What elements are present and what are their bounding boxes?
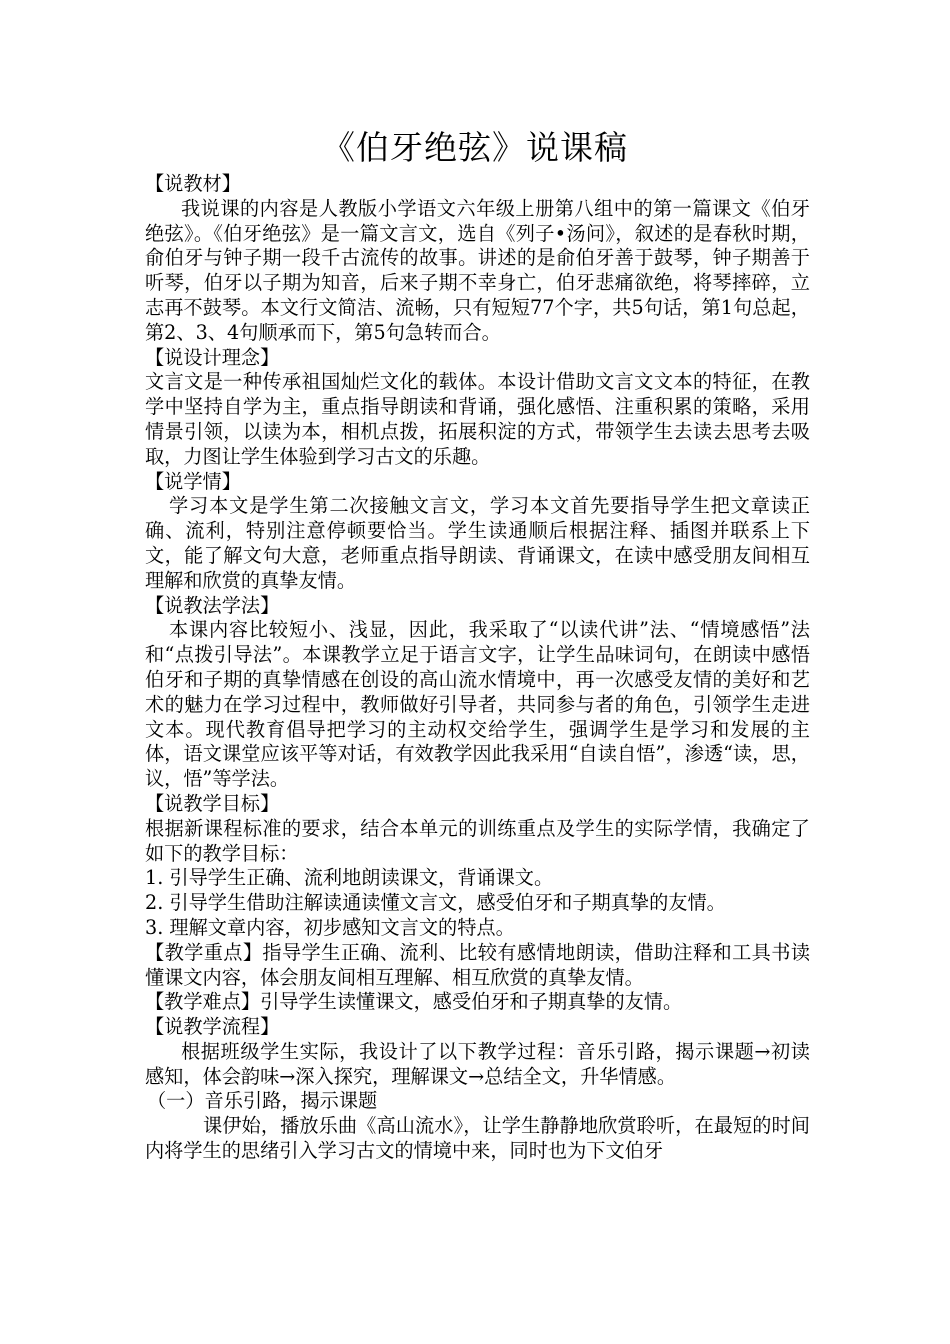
document-title: 《伯牙绝弦》说课稿 xyxy=(322,128,628,167)
goal-item: 2. 引导学生借助注解读通读懂文言文，感受伯牙和子期真挚的友情。 xyxy=(145,891,726,915)
difficult-points-text: 引导学生读懂课文，感受伯牙和子期真挚的友情。 xyxy=(260,990,683,1014)
key-points-heading: 【教学重点】 xyxy=(145,940,263,964)
subsection-heading-music-intro: （一）音乐引路，揭示课题 xyxy=(147,1089,378,1113)
paragraph-design-concept: 文言文是一种传承祖国灿烂文化的载体。本设计借助文言文文本的特征，在教学中坚持自学为主，重点指导朗读和背诵，强化感悟、注重积累的策略，采用情景引领，以读为本，相机点拨，拓展积淀的方式，带领学生去读去思考去吸取，力图让学生体验到学习古文的乐趣。 xyxy=(145,370,810,468)
paragraph-teaching-material: 我说课的内容是人教版小学语文六年级上册第八组中的第一篇课文《伯牙绝弦》。《伯牙绝弦》是一篇文言文，选自《列子•汤问》，叙述的是春秋时期，俞伯牙与钟子期一段千古流传的故事。讲述的是俞伯牙善于鼓琴，钟子期善于听琴，伯牙以子期为知音，后来子期不幸身亡，伯牙悲痛欲绝，将琴摔碎，立志再不鼓琴。本文行文简洁、流畅，只有短短77个字，共5句话，第1句总起，第2、3、4句顺承而下，第5句急转而合。 xyxy=(145,196,810,344)
section-heading-teaching-process: 【说教学流程】 xyxy=(145,1015,280,1039)
paragraph-teaching-goals: 根据新课程标准的要求，结合本单元的训练重点及学生的实际学情，我确定了如下的教学目标： xyxy=(145,816,810,865)
section-heading-teaching-goals: 【说教学目标】 xyxy=(145,791,280,815)
key-points-text: 指导学生正确、流利、比较有感情地朗读，借助注释和工具书读懂课文内容，体会朋友间相互理解、相互欣赏的真挚友情。 xyxy=(145,940,811,989)
paragraph-music-intro: 课伊始，播放乐曲《高山流水》，让学生静静地欣赏聆听，在最短的时间内将学生的思绪引入学习古文的情境中来，同时也为下文伯牙 xyxy=(145,1114,810,1163)
section-heading-teaching-material: 【说教材】 xyxy=(145,172,241,195)
goal-item: 1. 引导学生正确、流利地朗读课文，背诵课文。 xyxy=(145,866,554,890)
goal-item: 3. 理解文章内容，初步感知文言文的特点。 xyxy=(145,915,515,939)
paragraph-key-points xyxy=(145,941,810,991)
paragraph-student-analysis: 学习本文是学生第二次接触文言文，学习本文首先要指导学生把文章读正确、流利，特别注意停顿要恰当。学生读通顺后根据注释、插图并联系上下文，能了解文句大意，老师重点指导朗读、背诵课文，在读中感受朋友间相互理解和欣赏的真挚友情。 xyxy=(145,494,810,592)
section-heading-student-analysis: 【说学情】 xyxy=(145,469,241,493)
document-body xyxy=(145,172,810,1164)
paragraph-teaching-process: 根据班级学生实际，我设计了以下教学过程：音乐引路，揭示课题→初读感知，体会韵味→深入探究，理解课文→总结全文，升华情感。 xyxy=(145,1039,810,1088)
section-heading-design-concept: 【说设计理念】 xyxy=(145,345,280,369)
section-heading-teaching-methods: 【说教法学法】 xyxy=(145,593,280,617)
difficult-points-heading: 【教学难点】 xyxy=(145,990,261,1014)
paragraph-teaching-methods: 本课内容比较短小、浅显，因此，我采取了“以读代讲”法、“情境感悟”法和“点拨引导法”。本课教学立足于语言文字，让学生品味词句，在朗读中感悟伯牙和子期的真挚情感在创设的高山流水情境中，再一次感受友情的美好和艺术的魅力在学习过程中，教师做好引导者，共同参与者的角色，引领学生走进文本。现代教育倡导把学习的主动权交给学生，强调学生是学习和发展的主体，语文课堂应该平等对话，有效教学因此我采用“自读自悟”，渗透“读，思，议，悟”等学法。 xyxy=(145,618,810,791)
paragraph-difficult-points xyxy=(145,990,810,1015)
